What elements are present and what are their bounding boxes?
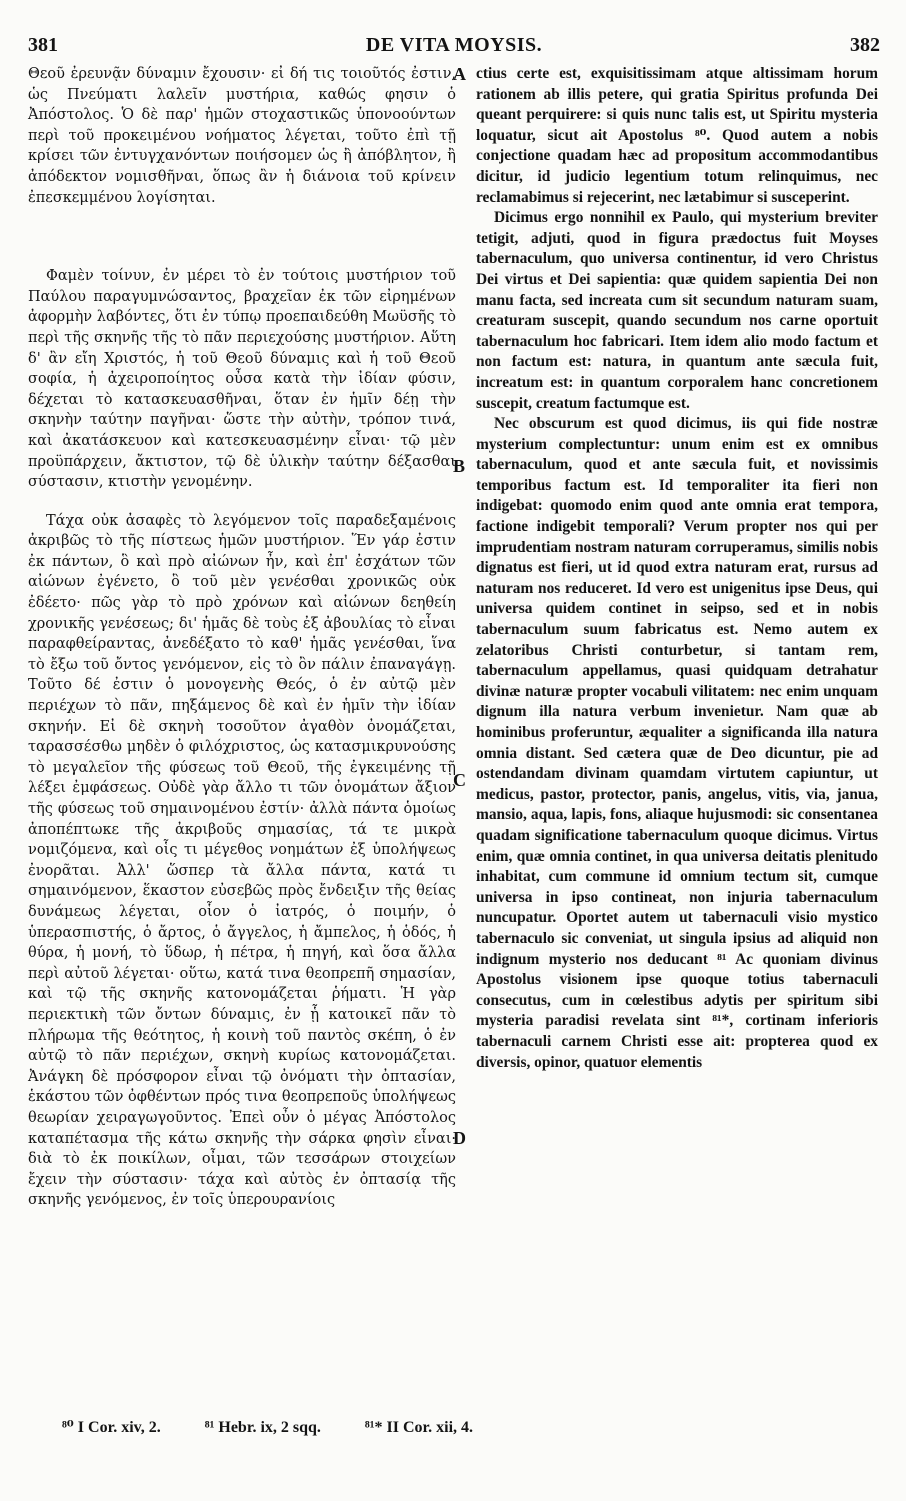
page-number-right: 382 bbox=[850, 34, 880, 56]
running-title: DE VITA MOYSIS. bbox=[365, 34, 543, 56]
footnote-81: ⁸¹ Hebr. ix, 2 sqq. bbox=[204, 1419, 321, 1436]
footnotes bbox=[62, 1417, 822, 1437]
greek-paragraph-2: Φαμὲν τοίνυν, ἐν μέρει τὸ ἐν τούτοις μυστήριον τοῦ Παύλου παραγυμνώσαντος, βραχεῖαν ἐκ τῶν εἰρημένων ἀφορμὴν λαβόντες, ὅτι ἐν τύπῳ προεπαιδεύθη Μωϋσῆς τὸ περὶ τῆς σκηνῆς τῆς τὸ πᾶν περιεχούσης μυστήριον. Αὕτη δ' ἂν εἴη Χριστός, ἡ τοῦ Θεοῦ δύναμις καὶ ἡ τοῦ Θεοῦ σοφία, ἡ ἀχειροποίητος οὖσα κατὰ τὴν ἰδίαν φύσιν, δέχεται τὸ κατασκευασθῆναι, ὅταν ἐν ἡμῖν δέῃ τὴν σκηνὴν ταύτην παγῆναι· ὥστε τὴν αὐτὴν, τρόπον τινά, καὶ ἀκατάσκευον καὶ κατεσκευασμένην εἶναι· τῷ μὲν προϋπάρχειν, ἄκτιστον, τῷ δὲ ὑλικὴν ταύτην δέξασθαι σύστασιν, κτιστὴν γενομένην. bbox=[28, 268, 456, 491]
section-marker-b: B bbox=[453, 456, 466, 476]
section-marker-c: C bbox=[453, 770, 466, 790]
latin-column bbox=[476, 64, 878, 1073]
page-number-left: 381 bbox=[28, 34, 58, 56]
greek-paragraph-1: Θεοῦ ἐρευνᾷν δύναμιν ἔχουσιν· εἰ δή τις τοιοῦτός ἐστιν, ὡς Πνεύματι λαλεῖν μυστήρια, καθώς φησιν ὁ Ἀπόστολος. Ὁ δὲ παρ' ἡμῶν στοχαστικῶς ὑπονοούντων περὶ τοῦ προκειμένου νοήματος λέγεται, τοῦτο ἐπὶ τῇ κρίσει τῶν ἐντυγχανόντων ποιήσομεν ὡς ἢ ἀπόβλητον, ἢ ἀπόδεκτον νομισθῆναι, ὅπως ἂν ἡ διάνοια τοῦ κρίνειν ἐπεσκεμμένου λογίσηται. bbox=[28, 66, 456, 206]
latin-paragraph-1: ctius certe est, exquisitissimam atque altissimam horum rationem ab illis petere, qui gratia Spiritus profunda Dei queant perquirere: si quis nunc talis est, ut Spiritu mysteria loquatur, sicut ait Apostolus ⁸⁰. Quod autem a nobis conjectione quadam hæc ad propositum accommodantibus dicitur, id judicio legentium totum relinquimus, nec reclamabimus si rejecerint, nec lætabimur si susceperint. bbox=[476, 65, 878, 206]
greek-paragraph-3: Τάχα οὐκ ἀσαφὲς τὸ λεγόμενον τοῖς παραδεξαμένοις ἀκριβῶς τὸ τῆς πίστεως ἡμῶν μυστήριον. Ἕν γάρ ἐστιν ἐκ πάντων, ὃ καὶ πρὸ αἰώνων ἦν, καὶ ἐπ' ἐσχάτων τῶν αἰώνων ἐγένετο, ὃ τοῦ μὲν γενέσθαι χρονικῶς οὐκ ἐδέετο· πῶς γὰρ τὸ πρὸ χρόνων καὶ αἰώνων δεηθείη χρονικῆς γενέσεως; δι' ἡμᾶς δὲ τοὺς ἐξ ἀβουλίας τὸ εἶναι παραφθείραντας, ἀνεδέξατο τὸ καθ' ἡμᾶς γενέσθαι, ἵνα τὸ ἔξω τοῦ ὄντος γενόμενον, εἰς τὸ ὂν πάλιν ἐπαναγάγῃ. Τοῦτο δέ ἐστιν ὁ μονογενὴς Θεός, ὁ ἐν αὐτῷ μὲν περιέχων τὸ πᾶν, πηξάμενος δὲ καὶ ἐν ἡμῖν τὴν ἰδίαν σκηνήν. Εἰ δὲ σκηνὴ τοσοῦτον ἀγαθὸν ὀνομάζεται, ταρασσέσθω μηδὲν ὁ φιλόχριστος, ὡς κατασμικρυνούσης τὸ μεγαλεῖον τῆς φύσεως τοῦ Θεοῦ, τῆς ἐγκειμένης τῇ λέξει ἐμφάσεως. Οὐδὲ γὰρ ἄλλο τι τῶν ὀνομάτων ἄξιον τῆς φύσεως τοῦ σημαινομένου ἐστίν· ἀλλὰ πάντα ὁμοίως ἀποπέπτωκε τῆς ἀκριβοῦς σημασίας, τά τε μικρὰ νομιζόμενα, καὶ οἷς τι μέγεθος νοημάτων ἐξ ὑπολήψεως ἐνορᾶται. Ἀλλ' ὥσπερ τὰ ἄλλα πάντα, κατά τι σημαινόμενον, ἕκαστον εὐσεβῶς πρὸς ἔνδειξιν τῆς θείας δυνάμεως λέγεται, οἷον ὁ ἰατρός, ὁ ποιμήν, ὁ ὑπερασπιστής, ὁ ἄρτος, ὁ ἄγγελος, ἡ ἄμπελος, ἡ ὁδός, ἡ θύρα, ἡ μονή, τὸ ὕδωρ, ἡ πέτρα, ἡ πηγή, καὶ ὅσα ἄλλα περὶ αὐτοῦ λέγεται· οὕτω, κατά τινα θεοπρεπῆ σημασίαν, καὶ τῷ τῆς σκηνῆς κατονομάζεται ῥήματι. Ἡ γὰρ περιεκτικὴ τῶν ὄντων δύναμις, ἐν ᾗ κατοικεῖ πᾶν τὸ πλήρωμα τῆς θεότητος, ἡ κοινὴ τοῦ παντὸς σκέπη, ὁ ἐν αὐτῷ τὸ πᾶν περιέχων, σκηνὴ κυρίως κατονομάζεται. Ἀνάγκη δὲ πρόσφορον εἶναι τῷ ὀνόματι τὴν ὀπτασίαν, ἑκάστου τῶν ὀφθέντων πρός τινα θεοπρεποῦς ὑπολήψεως θεωρίαν χειραγωγοῦντος. Ἐπεὶ οὖν ὁ μέγας Ἀπόστολος καταπέτασμα τῆς κάτω σκηνῆς τὴν σάρκα φησὶν εἶναι· διὰ τὸ ἐκ ποικίλων, οἶμαι, τῶν τεσσάρων στοιχείων ἔχειν τὴν σύστασιν· τάχα καὶ αὐτὸς ἐν ὀπτασίᾳ τῆς σκηνῆς γενόμενος, ἐν τοῖς ὑπερουρανίοις bbox=[28, 512, 456, 1209]
greek-column bbox=[28, 64, 456, 1211]
footnote-80: ⁸⁰ I Cor. xiv, 2. bbox=[62, 1419, 161, 1436]
latin-paragraph-3: Nec obscurum est quod dicimus, iis qui fide nostræ mysterium complectuntur: unum enim est ex omnibus tabernaculum, quod et ante sæcula fuit, et novissimis temporibus factum est. Id temporaliter ita fieri non indigebat: quomodo enim quod ante omnia erat tempora, factione indigebit temporali? Verum propter nos qui per imprudentiam nostram naturam corruperamus, similis nobis dignatus est fieri, ut id quod extra naturam erat, rursus ad naturam nos reduceret. Id vero est unigenitus ipse Deus, qui universa quidem continet in seipso, sed et in nobis tabernaculum suum fabricatus est. Nemo autem ex zelatoribus Christi conturbetur, si tantam rem, tabernaculum appellamus, quasi quidquam detrahatur divinæ naturæ propter vocabuli vilitatem: nec enim unquam dignum illa natura verbum invenietur. Nam quæ ab hominibus proferuntur, æqualiter a significanda illa natura omnia distant. Sed cætera quæ de Deo dicuntur, pie ad ostendandam divinam quamdam virtutem capiuntur, ut medicus, pastor, protector, panis, angelus, vitis, via, janua, mansio, aqua, lapis, fons, aliaque hujusmodi: sic consentanea quadam significatione tabernaculum quoque dicimus. Virtus enim, quæ omnia continet, in qua universa deitatis plenitudo inhabitat, cum commune id omnium tectum sit, cumque universa in ipso contineat, non injuria tabernaculum nuncupatur. Oportet autem ut tabernaculi visio mystico tabernaculo sic conveniat, ut singula ipsius ad aliquid non indignum mysterio nos deducant ⁸¹ Ac quoniam divinus Apostolus visionem ipse quoque totius tabernaculi consecutus, cum in cœlestibus adytis per spiritum sibi mysteria paradisi revelata sint ⁸¹*, cortinam inferioris tabernaculi carnem Christi esse ait: propterea quod ex diversis, opinor, quatuor elementis bbox=[476, 415, 878, 1071]
section-marker-d: D bbox=[453, 1128, 466, 1148]
section-marker-a: A bbox=[453, 64, 466, 84]
page-header bbox=[28, 34, 880, 60]
latin-paragraph-2: Dicimus ergo nonnihil ex Paulo, qui mysterium breviter tetigit, adjuti, quod in figura prædoctus fuit Moyses tabernaculum, quo universa continentur, id vero Christus Dei virtus et Dei sapientia: quæ quidem sapientia Dei non manu facta, sed increata cum sit secundum naturam suam, creaturam suscepit, quando secundum nos carne oportuit tabernaculum hoc fabricari. Item idem alio modo factum et non factum est: natura, in quantum ante sæcula fuit, increatum est: in quantum corporalem hanc concretionem suscepit, creatum factumque est. bbox=[476, 209, 878, 412]
footnote-81-star: ⁸¹* II Cor. xii, 4. bbox=[364, 1419, 474, 1436]
